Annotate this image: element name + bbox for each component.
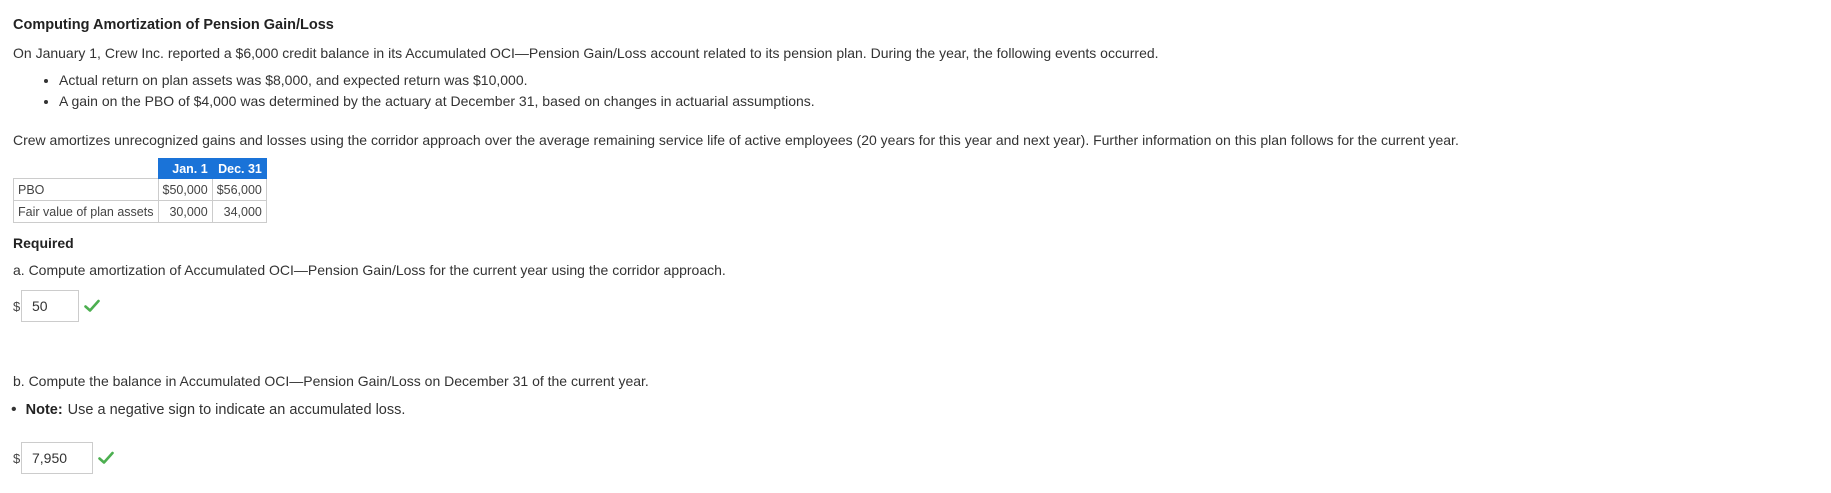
pbo-jan-value: $50,000 <box>158 179 212 201</box>
part-b-answer-input[interactable] <box>21 442 93 474</box>
checkmark-icon <box>98 451 114 465</box>
note-label: Note: <box>25 402 63 418</box>
part-a-answer-input[interactable] <box>21 290 79 322</box>
bullet-icon: • <box>11 401 17 418</box>
intro-text: On January 1, Crew Inc. reported a $6,000 credit balance in its Accumulated OCI—Pension Gain/Loss account related to its pension plan. During the year, the following events occurred. <box>13 45 1159 61</box>
corridor-text: Crew amortizes unrecognized gains and losses using the corridor approach over the average remaining service life of active employees (20 years for this year and next year). Further information on this plan follows for the current year. <box>13 132 1459 148</box>
currency-symbol: $ <box>13 298 21 314</box>
event-item: • Actual return on plan assets was $8,000, and expected return was $10,000. <box>59 71 1813 92</box>
note-item <box>13 400 1813 420</box>
table-row <box>14 201 267 223</box>
row-label-pbo: PBO <box>14 179 159 201</box>
table-header-row <box>14 159 267 179</box>
part-b-answer-row <box>13 440 1813 476</box>
table-header-jan: Jan. 1 <box>158 159 212 179</box>
table-row <box>14 179 267 201</box>
note-text: Use a negative sign to indicate an accumulated loss. <box>67 402 406 418</box>
table-header-blank <box>14 159 159 179</box>
table-header-dec: Dec. 31 <box>212 159 266 179</box>
event-item: • A gain on the PBO of $4,000 was determined by the actuary at December 31, based on changes in actuarial assumptions. <box>59 92 1813 113</box>
assets-jan-value: 30,000 <box>158 201 212 223</box>
currency-symbol: $ <box>13 450 21 466</box>
problem-title: Computing Amortization of Pension Gain/Loss <box>13 17 334 33</box>
checkmark-icon <box>84 299 100 313</box>
part-a-question: a. Compute amortization of Accumulated OCI—Pension Gain/Loss for the current year using the corridor approach. <box>13 262 726 278</box>
row-label-plan-assets: Fair value of plan assets <box>14 201 159 223</box>
part-a-answer-row <box>13 288 1813 324</box>
pbo-dec-value: $56,000 <box>212 179 266 201</box>
events-list <box>13 71 1813 113</box>
required-heading: Required <box>13 235 74 251</box>
part-b-question: b. Compute the balance in Accumulated OCI—Pension Gain/Loss on December 31 of the current year. <box>13 373 649 389</box>
problem-container <box>13 15 1813 476</box>
plan-data-table <box>13 158 267 223</box>
assets-dec-value: 34,000 <box>212 201 266 223</box>
